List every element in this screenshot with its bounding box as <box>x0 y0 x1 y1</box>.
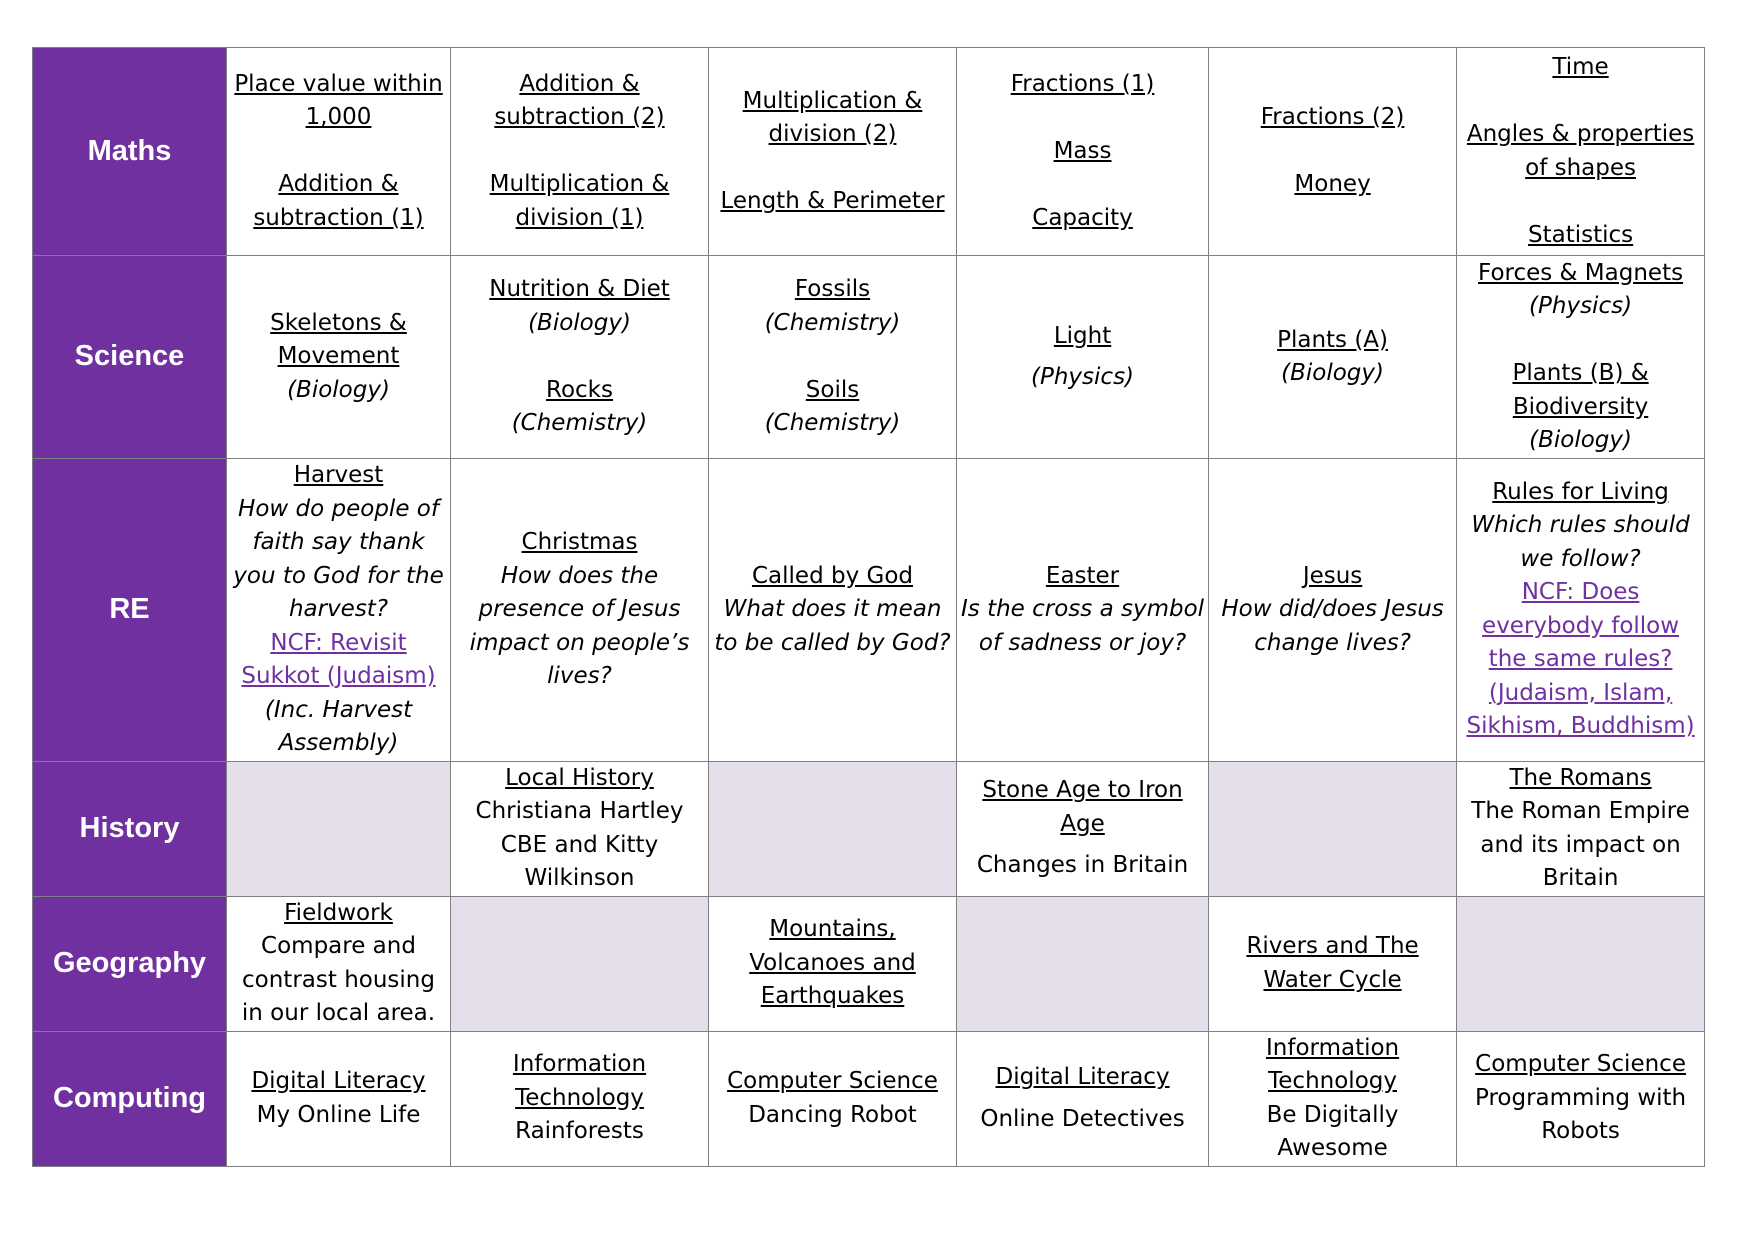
empty-cell <box>1209 761 1457 896</box>
topic-title: Soils <box>805 376 860 403</box>
topic-title: Plants (B) & <box>1512 360 1649 386</box>
geography-cell-1 <box>227 896 451 1031</box>
subject-geography: Geography <box>33 896 227 1031</box>
topic-title: Rivers and The <box>1246 933 1419 959</box>
topic-title: Light <box>1053 322 1112 349</box>
subject-maths: Maths <box>33 48 227 256</box>
topic-title: Multiplication & <box>742 87 923 114</box>
topic-title: Place value within <box>234 70 443 97</box>
topic-text: Awesome <box>1277 1135 1388 1161</box>
topic-title: Capacity <box>1032 204 1133 231</box>
computing-cell-4 <box>957 1031 1209 1166</box>
topic-title: subtraction (2) <box>494 104 665 131</box>
ncf-link[interactable]: the same rules? <box>1488 646 1673 673</box>
topic-note: (Physics) <box>1529 293 1633 319</box>
topic-title: Digital Literacy <box>251 1068 426 1094</box>
topic-text: Programming with <box>1475 1084 1687 1111</box>
topic-question: to be called by God? <box>714 629 951 656</box>
topic-note: Assembly) <box>278 730 399 756</box>
topic-question: How do people of <box>238 495 439 522</box>
topic-title: Mass <box>1053 137 1112 164</box>
empty-cell <box>957 896 1209 1031</box>
topic-text: Rainforests <box>515 1118 644 1145</box>
curriculum-table <box>32 47 1705 1167</box>
topic-question: Which rules should <box>1471 512 1690 539</box>
topic-question: of sadness or joy? <box>978 629 1187 656</box>
topic-title: Nutrition & Diet <box>489 276 670 303</box>
topic-question: presence of Jesus <box>478 596 681 622</box>
topic-title: Fossils <box>794 276 871 303</box>
row-maths <box>33 48 1705 256</box>
ncf-link[interactable]: everybody follow <box>1482 612 1680 639</box>
re-cell-5 <box>1209 459 1457 762</box>
topic-title: Money <box>1294 171 1371 198</box>
topic-title: Local History <box>505 764 654 791</box>
topic-note: (Biology) <box>528 309 631 336</box>
topic-title: Rocks <box>546 376 613 403</box>
topic-title: Christmas <box>521 529 638 555</box>
empty-cell <box>1457 896 1705 1031</box>
maths-cell-2 <box>451 48 709 256</box>
geography-cell-3 <box>709 896 957 1031</box>
topic-question: you to God for the <box>233 562 444 589</box>
topic-note: (Inc. Harvest <box>264 696 413 723</box>
empty-cell <box>451 896 709 1031</box>
ncf-link[interactable]: NCF: Does <box>1521 579 1640 606</box>
topic-title: Time <box>1552 54 1609 80</box>
topic-text: Online Detectives <box>980 1105 1185 1132</box>
topic-text: Changes in Britain <box>976 852 1189 879</box>
ncf-link[interactable]: NCF: Revisit <box>270 629 407 656</box>
maths-cell-6 <box>1457 48 1705 256</box>
topic-text: Compare and <box>261 933 416 959</box>
topic-title: Called by God <box>751 562 913 589</box>
re-cell-4 <box>957 459 1209 762</box>
subject-science: Science <box>33 256 227 459</box>
topic-title: Statistics <box>1527 221 1634 248</box>
topic-note: (Chemistry) <box>511 410 648 437</box>
row-geography <box>33 896 1705 1031</box>
subject-re: RE <box>33 459 227 762</box>
topic-title: Multiplication & <box>489 171 670 198</box>
topic-title: division (1) <box>515 204 644 231</box>
topic-question: lives? <box>547 663 612 689</box>
topic-question: we follow? <box>1520 545 1641 572</box>
topic-text: My Online Life <box>256 1101 421 1128</box>
maths-cell-3 <box>709 48 957 256</box>
topic-title: Technology <box>1268 1068 1397 1094</box>
re-cell-1 <box>227 459 451 762</box>
topic-question: Is the cross a symbol <box>961 596 1205 622</box>
topic-title: Digital Literacy <box>995 1064 1170 1090</box>
topic-text: The Roman Empire <box>1471 798 1690 824</box>
topic-title: The Romans <box>1509 764 1652 791</box>
geography-cell-5 <box>1209 896 1457 1031</box>
topic-title: Harvest <box>293 462 384 488</box>
topic-title: Water Cycle <box>1263 966 1402 993</box>
topic-text: Britain <box>1542 865 1619 891</box>
subject-computing: Computing <box>33 1031 227 1166</box>
topic-note: (Chemistry) <box>764 410 901 437</box>
topic-text: Wilkinson <box>524 865 635 891</box>
maths-cell-4 <box>957 48 1209 256</box>
maths-cell-1 <box>227 48 451 256</box>
topic-title: Easter <box>1045 562 1120 589</box>
topic-title: Rules for Living <box>1492 478 1669 505</box>
topic-text: Be Digitally <box>1266 1101 1399 1128</box>
computing-cell-1 <box>227 1031 451 1166</box>
topic-question: harvest? <box>288 596 389 622</box>
row-computing <box>33 1031 1705 1166</box>
topic-question: How did/does Jesus <box>1221 596 1444 622</box>
topic-text: and its impact on <box>1480 831 1681 858</box>
history-cell-6 <box>1457 761 1705 896</box>
re-cell-3 <box>709 459 957 762</box>
topic-title: of shapes <box>1525 154 1636 181</box>
topic-title: Technology <box>515 1084 644 1111</box>
row-science <box>33 256 1705 459</box>
topic-title: Computer Science <box>727 1068 938 1094</box>
topic-question: How does the <box>500 562 659 589</box>
computing-cell-2 <box>451 1031 709 1166</box>
topic-question: impact on people’s <box>469 629 690 656</box>
topic-title: Forces & Magnets <box>1478 259 1684 286</box>
topic-title: Biodiversity <box>1512 393 1649 420</box>
science-cell-3 <box>709 256 957 459</box>
topic-title: Jesus <box>1302 562 1363 589</box>
topic-title: division (2) <box>768 121 897 147</box>
topic-title: Earthquakes <box>760 983 905 1010</box>
maths-cell-5 <box>1209 48 1457 256</box>
topic-text: Robots <box>1541 1118 1620 1145</box>
topic-title: Plants (A) <box>1277 326 1389 353</box>
topic-text: contrast housing <box>242 966 435 993</box>
science-cell-6 <box>1457 256 1705 459</box>
topic-title: subtraction (1) <box>253 204 424 231</box>
re-cell-6 <box>1457 459 1705 762</box>
re-cell-2 <box>451 459 709 762</box>
topic-question: What does it mean <box>723 596 942 622</box>
computing-cell-6 <box>1457 1031 1705 1166</box>
row-re <box>33 459 1705 762</box>
topic-note: (Physics) <box>1031 364 1135 390</box>
empty-cell <box>709 761 957 896</box>
topic-title: Computer Science <box>1475 1051 1686 1078</box>
topic-text: in our local area. <box>241 1000 436 1026</box>
topic-note: (Biology) <box>1529 427 1632 453</box>
topic-title: Age <box>1060 810 1105 837</box>
row-history <box>33 761 1705 896</box>
topic-title: 1,000 <box>305 104 372 131</box>
topic-text: Dancing Robot <box>748 1101 917 1128</box>
topic-note: (Biology) <box>1281 360 1384 386</box>
science-cell-2 <box>451 256 709 459</box>
topic-title: Information <box>1265 1034 1400 1061</box>
computing-cell-3 <box>709 1031 957 1166</box>
history-cell-2 <box>451 761 709 896</box>
ncf-link[interactable]: Sikhism, Buddhism) <box>1466 713 1695 740</box>
topic-text: CBE and Kitty <box>500 831 659 858</box>
topic-title: Fractions (1) <box>1010 70 1155 97</box>
topic-title: Fractions (2) <box>1260 104 1405 131</box>
topic-title: Information <box>512 1051 647 1078</box>
topic-title: Stone Age to Iron <box>982 777 1183 804</box>
topic-title: Angles & properties <box>1466 121 1695 147</box>
topic-note: (Biology) <box>287 376 390 403</box>
topic-title: Mountains, <box>769 916 896 943</box>
topic-title: Length & Perimeter <box>720 188 945 214</box>
topic-title: Skeletons & <box>270 309 407 336</box>
empty-cell <box>227 761 451 896</box>
topic-question: faith say thank <box>252 529 425 555</box>
subject-history: History <box>33 761 227 896</box>
topic-question: change lives? <box>1254 629 1411 656</box>
computing-cell-5 <box>1209 1031 1457 1166</box>
science-cell-5 <box>1209 256 1457 459</box>
topic-title: Addition & <box>519 70 640 97</box>
science-cell-1 <box>227 256 451 459</box>
science-cell-4 <box>957 256 1209 459</box>
history-cell-4 <box>957 761 1209 896</box>
topic-note: (Chemistry) <box>764 309 901 336</box>
topic-title: Movement <box>277 343 400 370</box>
ncf-link[interactable]: Sukkot (Judaism) <box>241 663 436 689</box>
topic-text: Christiana Hartley <box>475 798 684 824</box>
topic-title: Addition & <box>278 171 399 198</box>
ncf-link[interactable]: (Judaism, Islam, <box>1488 679 1673 706</box>
topic-title: Fieldwork <box>284 899 393 926</box>
topic-title: Volcanoes and <box>749 949 916 976</box>
